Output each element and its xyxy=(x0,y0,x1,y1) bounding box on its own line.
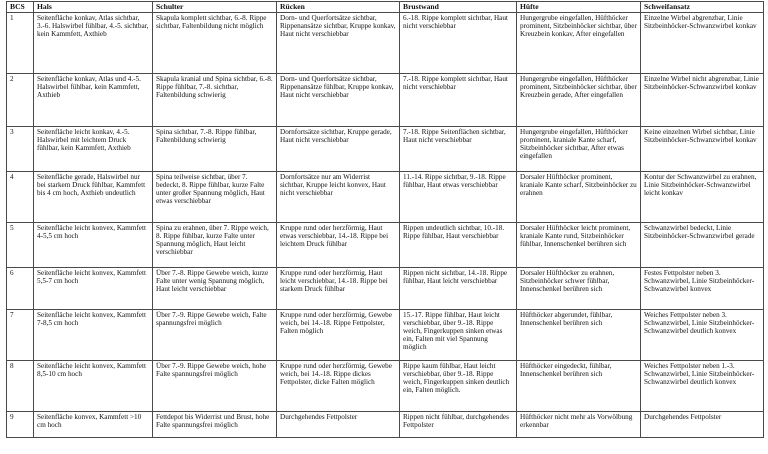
cell-bcs: 1 xyxy=(7,13,34,74)
cell-huefte: Dorsaler Hüfthöcker prominent, kraniale Kante scharf, Sitzbeinhöcker zu erahnen xyxy=(517,172,641,223)
table-header-row xyxy=(7,2,764,13)
cell-bcs: 4 xyxy=(7,172,34,223)
cell-ruecken: Kruppe rund oder herzförmig, Gewebe weich, bei 14.-18. Rippe Fettpolster, Falten möglich xyxy=(277,310,400,361)
table-row xyxy=(7,412,764,438)
cell-ruecken: Dorn- und Querfortsätze sichtbar, Rippenansätze sichtbar, Kruppe konkav, Haut nicht verschiebbar xyxy=(277,13,400,74)
cell-brustwand: 6.-18. Rippe komplett sichtbar, Haut nicht verschiebbar xyxy=(400,13,517,74)
cell-huefte: Hungergrube eingefallen, Hüfthöcker prominent, Sitzbeinhöcker sichtbar, über Kreuzbein konkav, After eingefallen xyxy=(517,13,641,74)
header-hals: Hals xyxy=(34,2,153,13)
table-row xyxy=(7,268,764,310)
header-schulter: Schulter xyxy=(153,2,277,13)
cell-bcs: 9 xyxy=(7,412,34,438)
cell-ruecken: Dorn- und Querfortsätze sichtbar, Rippenansätze fühlbar, Kruppe konkav, Haut nicht verschiebbar xyxy=(277,74,400,127)
cell-schweifansatz: Weiches Fettpolster neben 3. Schwanzwirbel, Linie Sitzbeinhöcker-Schwanzwirbel deutlich konvex xyxy=(641,310,764,361)
header-schweifansatz: Schweifansatz xyxy=(641,2,764,13)
cell-hals: Seitenfläche leicht konvex, Kammfett 5,5-7 cm hoch xyxy=(34,268,153,310)
header-ruecken: Rücken xyxy=(277,2,400,13)
cell-brustwand: 7.-18. Rippe Seitenflächen sichtbar, Haut nicht verschiebbar xyxy=(400,127,517,172)
cell-schweifansatz: Festes Fettpolster neben 3. Schwanzwirbel, Linie Sitzbeinhöcker-Schwanzwirbel konvex xyxy=(641,268,764,310)
cell-hals: Seitenfläche konkav, Atlas und 4.-5. Halswirbel fühlbar, kein Kammfett, Axthieb xyxy=(34,74,153,127)
cell-schulter: Skapula komplett sichtbar, 6.-8. Rippe sichtbar, Faltenbildung nicht möglich xyxy=(153,13,277,74)
cell-bcs: 7 xyxy=(7,310,34,361)
cell-brustwand: Rippen undeutlich sichtbar, 10.-18. Rippe fühlbar, Haut verschiebbar xyxy=(400,223,517,268)
cell-schulter: Fettdepot bis Widerrist und Brust, hohe Falte spannungsfrei möglich xyxy=(153,412,277,438)
cell-schulter: Über 7.-9. Rippe Gewebe weich, Falte spannungsfrei möglich xyxy=(153,310,277,361)
cell-schweifansatz: Durchgehendes Fettpolster xyxy=(641,412,764,438)
cell-hals: Seitenfläche leicht konvex, Kammfett 8,5-10 cm hoch xyxy=(34,361,153,412)
cell-hals: Seitenfläche leicht konvex, Kammfett 4-5,5 cm hoch xyxy=(34,223,153,268)
table-row xyxy=(7,361,764,412)
cell-huefte: Hüfthöcker abgerundet, fühlbar, Innenschenkel berühren sich xyxy=(517,310,641,361)
cell-huefte: Hungergrube eingefallen, Hüfthöcker prominent, kraniale Kante scharf, Sitzbeinhöcker sichtbar, After etwas eingefallen xyxy=(517,127,641,172)
cell-schulter: Über 7.-9. Rippe Gewebe weich, hohe Falte spannungsfrei möglich xyxy=(153,361,277,412)
table-row xyxy=(7,127,764,172)
header-huefte: Hüfte xyxy=(517,2,641,13)
cell-hals: Seitenfläche leicht konkav, 4.-5. Halswirbel mit leichtem Druck fühlbar, kein Kammfett, Axthieb xyxy=(34,127,153,172)
cell-ruecken: Kruppe rund oder herzförmig, Gewebe weich, bei 14.-18. Rippe dickes Fettpolster, dicke Falten möglich xyxy=(277,361,400,412)
cell-brustwand: 11.-14. Rippe sichtbar, 9.-18. Rippe fühlbar, Haut etwas verschiebbar xyxy=(400,172,517,223)
cell-schweifansatz: Einzelne Wirbel nicht abgrenzbar, Linie Sitzbeinhöcker-Schwanzwirbel konkav xyxy=(641,74,764,127)
table-row xyxy=(7,74,764,127)
cell-bcs: 2 xyxy=(7,74,34,127)
cell-brustwand: 7.-18. Rippe komplett sichtbar, Haut nicht verschiebbar xyxy=(400,74,517,127)
cell-schulter: Spina teilweise sichtbar, über 7. bedeckt, 8. Rippe fühlbar, kurze Falte unter großer Spannung möglich, Haut etwas verschiebbar xyxy=(153,172,277,223)
cell-brustwand: 15.-17. Rippe fühlbar, Haut leicht verschiebbar, über 9.-18. Rippe weich, Fingerkuppen sinken etwas ein, Falten mit viel Spannung möglich xyxy=(400,310,517,361)
body-condition-score-table xyxy=(6,1,764,438)
cell-bcs: 6 xyxy=(7,268,34,310)
cell-schweifansatz: Weiches Fettpolster neben 1.-3. Schwanzwirbel, Linie Sitzbeinhöcker-Schwanzwirbel deutlich konvex xyxy=(641,361,764,412)
cell-ruecken: Dornfortsätze nur am Widerrist sichtbar, Kruppe leicht konvex, Haut nicht verschiebbar xyxy=(277,172,400,223)
cell-schulter: Spina zu erahnen, über 7. Rippe weich, 8. Rippe fühlbar, kurze Falte unter Spannung möglich, Haut leicht verschiebbar xyxy=(153,223,277,268)
cell-hals: Seitenfläche gerade, Halswirbel nur bei starkem Druck fühlbar, Kammfett bis 4 cm hoch, Axthieb undeutlich xyxy=(34,172,153,223)
cell-bcs: 5 xyxy=(7,223,34,268)
cell-huefte: Hungergrube eingefallen, Hüfthöcker prominent, Sitzbeinhöcker sichtbar, über Kreuzbein gerade, After eingefallen xyxy=(517,74,641,127)
header-brustwand: Brustwand xyxy=(400,2,517,13)
cell-ruecken: Kruppe rund oder herzförmig, Haut leicht verschiebbar, 14.-18. Rippe bei starkem Druck fühlbar xyxy=(277,268,400,310)
cell-bcs: 3 xyxy=(7,127,34,172)
cell-schulter: Über 7.-8. Rippe Gewebe weich, kurze Falte unter wenig Spannung möglich, Haut leicht verschiebbar xyxy=(153,268,277,310)
cell-ruecken: Durchgehendes Fettpolster xyxy=(277,412,400,438)
table-row xyxy=(7,172,764,223)
table-row xyxy=(7,223,764,268)
cell-ruecken: Dornfortsätze sichtbar, Kruppe gerade, Haut nicht verschiebbar xyxy=(277,127,400,172)
cell-schweifansatz: Schwanzwirbel bedeckt, Linie Sitzbeinhöcker-Schwanzwirbel gerade xyxy=(641,223,764,268)
cell-schulter: Skapula kranial und Spina sichtbar, 6.-8. Rippe fühlbar, 7.-8. sichtbar, Faltenbildung schwierig xyxy=(153,74,277,127)
cell-hals: Seitenfläche konkav, Atlas sichtbar, 3.-6. Halswirbel fühlbar, 4.-5. sichtbar, kein Kammfett, Axthieb xyxy=(34,13,153,74)
cell-brustwand: Rippen nicht sichtbar, 14.-18. Rippe fühlbar, Haut leicht verschiebbar xyxy=(400,268,517,310)
cell-hals: Seitenfläche konvex, Kammfett >10 cm hoch xyxy=(34,412,153,438)
cell-hals: Seitenfläche leicht konvex, Kammfett 7-8,5 cm hoch xyxy=(34,310,153,361)
table-row xyxy=(7,13,764,74)
bcs-table-container xyxy=(6,1,764,438)
cell-schweifansatz: Kontur der Schwanzwirbel zu erahnen, Linie Sitzbeinhöcker-Schwanzwirbel leicht konkav xyxy=(641,172,764,223)
cell-huefte: Hüfthöcker eingedeckt, fühlbar, Innenschenkel berühren sich xyxy=(517,361,641,412)
cell-brustwand: Rippe kaum fühlbar, Haut leicht verschiebbar, über 9.-18. Rippe weich, Fingerkuppen sinken deutlich ein, Falten möglich. xyxy=(400,361,517,412)
cell-schweifansatz: Einzelne Wirbel abgrenzbar, Linie Sitzbeinhöcker-Schwanzwirbel konkav xyxy=(641,13,764,74)
cell-brustwand: Rippen nicht fühlbar, durchgehendes Fettpolster xyxy=(400,412,517,438)
cell-schulter: Spina sichtbar, 7.-8. Rippe fühlbar, Faltenbildung schwierig xyxy=(153,127,277,172)
table-row xyxy=(7,310,764,361)
header-bcs: BCS xyxy=(7,2,34,13)
cell-huefte: Hüfthöcker nicht mehr als Vorwölbung erkennbar xyxy=(517,412,641,438)
cell-schweifansatz: Keine einzelnen Wirbel sichtbar, Linie Sitzbeinhöcker-Schwanzwirbel konkav xyxy=(641,127,764,172)
cell-bcs: 8 xyxy=(7,361,34,412)
cell-ruecken: Kruppe rund oder herzförmig, Haut etwas verschiebbar, 14.-18. Rippe bei leichtem Druck fühlbar xyxy=(277,223,400,268)
cell-huefte: Dorsaler Hüfthöcker zu erahnen, Sitzbeinhöcker schwer fühlbar, Innenschenkel berühren sich xyxy=(517,268,641,310)
cell-huefte: Dorsaler Hüfthöcker leicht prominent, kraniale Kante rund, Sitzbeinhöcker fühlbar, Innenschenkel berühren sich xyxy=(517,223,641,268)
